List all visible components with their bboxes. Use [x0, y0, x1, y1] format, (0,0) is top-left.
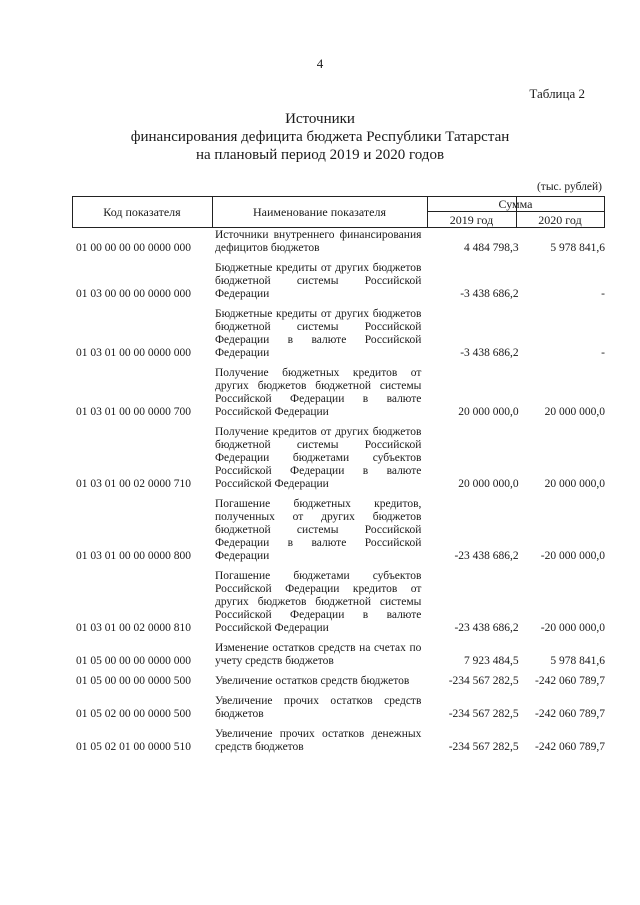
row-name: Погашение бюджетами субъектов Российской Федерации кредитов от других бюджетов бюджетной системы Российской Федерации в валюте Российской Федерации — [214, 570, 422, 634]
table-row — [72, 367, 605, 419]
header-year-2020: 2020 год — [538, 213, 582, 227]
table-header — [72, 196, 605, 228]
row-value-2020: 20 000 000,0 — [544, 406, 606, 418]
table-row — [72, 570, 605, 635]
table-row — [72, 426, 605, 491]
row-name: Увеличение остатков средств бюджетов — [214, 675, 410, 687]
row-name: Источники внутреннего финансирования дефицитов бюджетов — [214, 229, 422, 254]
table-row — [72, 728, 605, 754]
table-row — [72, 642, 605, 668]
row-value-2019: -234 567 282,5 — [448, 708, 519, 720]
title-line: Источники — [285, 111, 355, 127]
financing-sources-table — [72, 196, 605, 754]
title-line: финансирования дефицита бюджета Республики Татарстан — [130, 129, 510, 145]
header-sum: Сумма — [498, 197, 533, 211]
row-value-2020: 5 978 841,6 — [550, 655, 606, 667]
table-body — [72, 229, 605, 754]
row-value-2019: 7 923 484,5 — [464, 655, 519, 667]
row-value-2019: -3 438 686,2 — [460, 288, 519, 300]
row-code: 01 03 01 00 00 0000 700 — [76, 406, 191, 418]
row-value-2019: -234 567 282,5 — [448, 675, 519, 687]
row-code: 01 03 00 00 00 0000 000 — [76, 288, 191, 300]
row-code: 01 05 02 01 00 0000 510 — [76, 741, 191, 753]
row-value-2020: -242 060 789,7 — [535, 741, 606, 753]
row-code: 01 03 01 00 00 0000 000 — [76, 347, 191, 359]
row-value-2019: 4 484 798,3 — [464, 242, 519, 254]
row-value-2020: -20 000 000,0 — [540, 550, 606, 562]
row-code: 01 05 00 00 00 0000 000 — [76, 655, 191, 667]
row-value-2019: -23 438 686,2 — [454, 622, 519, 634]
row-code: 01 05 02 00 00 0000 500 — [76, 708, 191, 720]
table-row — [72, 308, 605, 360]
row-value-2020: -20 000 000,0 — [540, 622, 606, 634]
row-name: Увеличение прочих остатков средств бюджетов — [214, 695, 422, 720]
units-label: (тыс. рублей) — [536, 181, 602, 193]
row-value-2020: 5 978 841,6 — [550, 242, 606, 254]
row-value-2019: 20 000 000,0 — [458, 478, 519, 490]
table-row — [72, 695, 605, 721]
row-name: Изменение остатков средств на счетах по учету средств бюджетов — [214, 642, 422, 667]
row-value-2019: -234 567 282,5 — [448, 741, 519, 753]
row-name: Бюджетные кредиты от других бюджетов бюджетной системы Российской Федерации в валюте Российской Федерации — [214, 308, 422, 359]
table-row — [72, 229, 605, 255]
row-value-2020: -242 060 789,7 — [535, 708, 606, 720]
row-name: Получение кредитов от других бюджетов бюджетной системы Российской Федерации бюджетами субъектов Российской Федерации в валюте Российской Федерации — [214, 426, 422, 490]
row-value-2020: - — [601, 288, 606, 300]
row-value-2020: 20 000 000,0 — [544, 478, 606, 490]
title-line: на плановый период 2019 и 2020 годов — [195, 147, 445, 163]
row-code: 01 00 00 00 00 0000 000 — [76, 242, 191, 254]
row-name: Получение бюджетных кредитов от других бюджетов бюджетной системы Российской Федерации в валюте Российской Федерации — [214, 367, 422, 418]
document-title — [0, 110, 640, 164]
table-row — [72, 675, 605, 688]
row-value-2020: -242 060 789,7 — [535, 675, 606, 687]
table-row — [72, 498, 605, 563]
header-name: Наименование показателя — [253, 205, 386, 219]
header-code: Код показателя — [103, 205, 181, 219]
row-code: 01 03 01 00 00 0000 800 — [76, 550, 191, 562]
row-value-2020: - — [601, 347, 606, 359]
row-code: 01 03 01 00 02 0000 710 — [76, 478, 191, 490]
row-value-2019: -3 438 686,2 — [460, 347, 519, 359]
row-code: 01 05 00 00 00 0000 500 — [76, 675, 191, 687]
page-number: 4 — [316, 56, 324, 71]
table-row — [72, 262, 605, 301]
table-label: Таблица 2 — [529, 86, 585, 101]
row-value-2019: -23 438 686,2 — [454, 550, 519, 562]
row-name: Погашение бюджетных кредитов, полученных от других бюджетов бюджетной системы Российской Федерации в валюте Российской Федерации — [214, 498, 422, 562]
row-code: 01 03 01 00 02 0000 810 — [76, 622, 191, 634]
row-name: Бюджетные кредиты от других бюджетов бюджетной системы Российской Федерации — [214, 262, 422, 300]
header-year-2019: 2019 год — [449, 213, 494, 227]
row-value-2019: 20 000 000,0 — [458, 406, 519, 418]
row-name: Увеличение прочих остатков денежных средств бюджетов — [214, 728, 422, 753]
